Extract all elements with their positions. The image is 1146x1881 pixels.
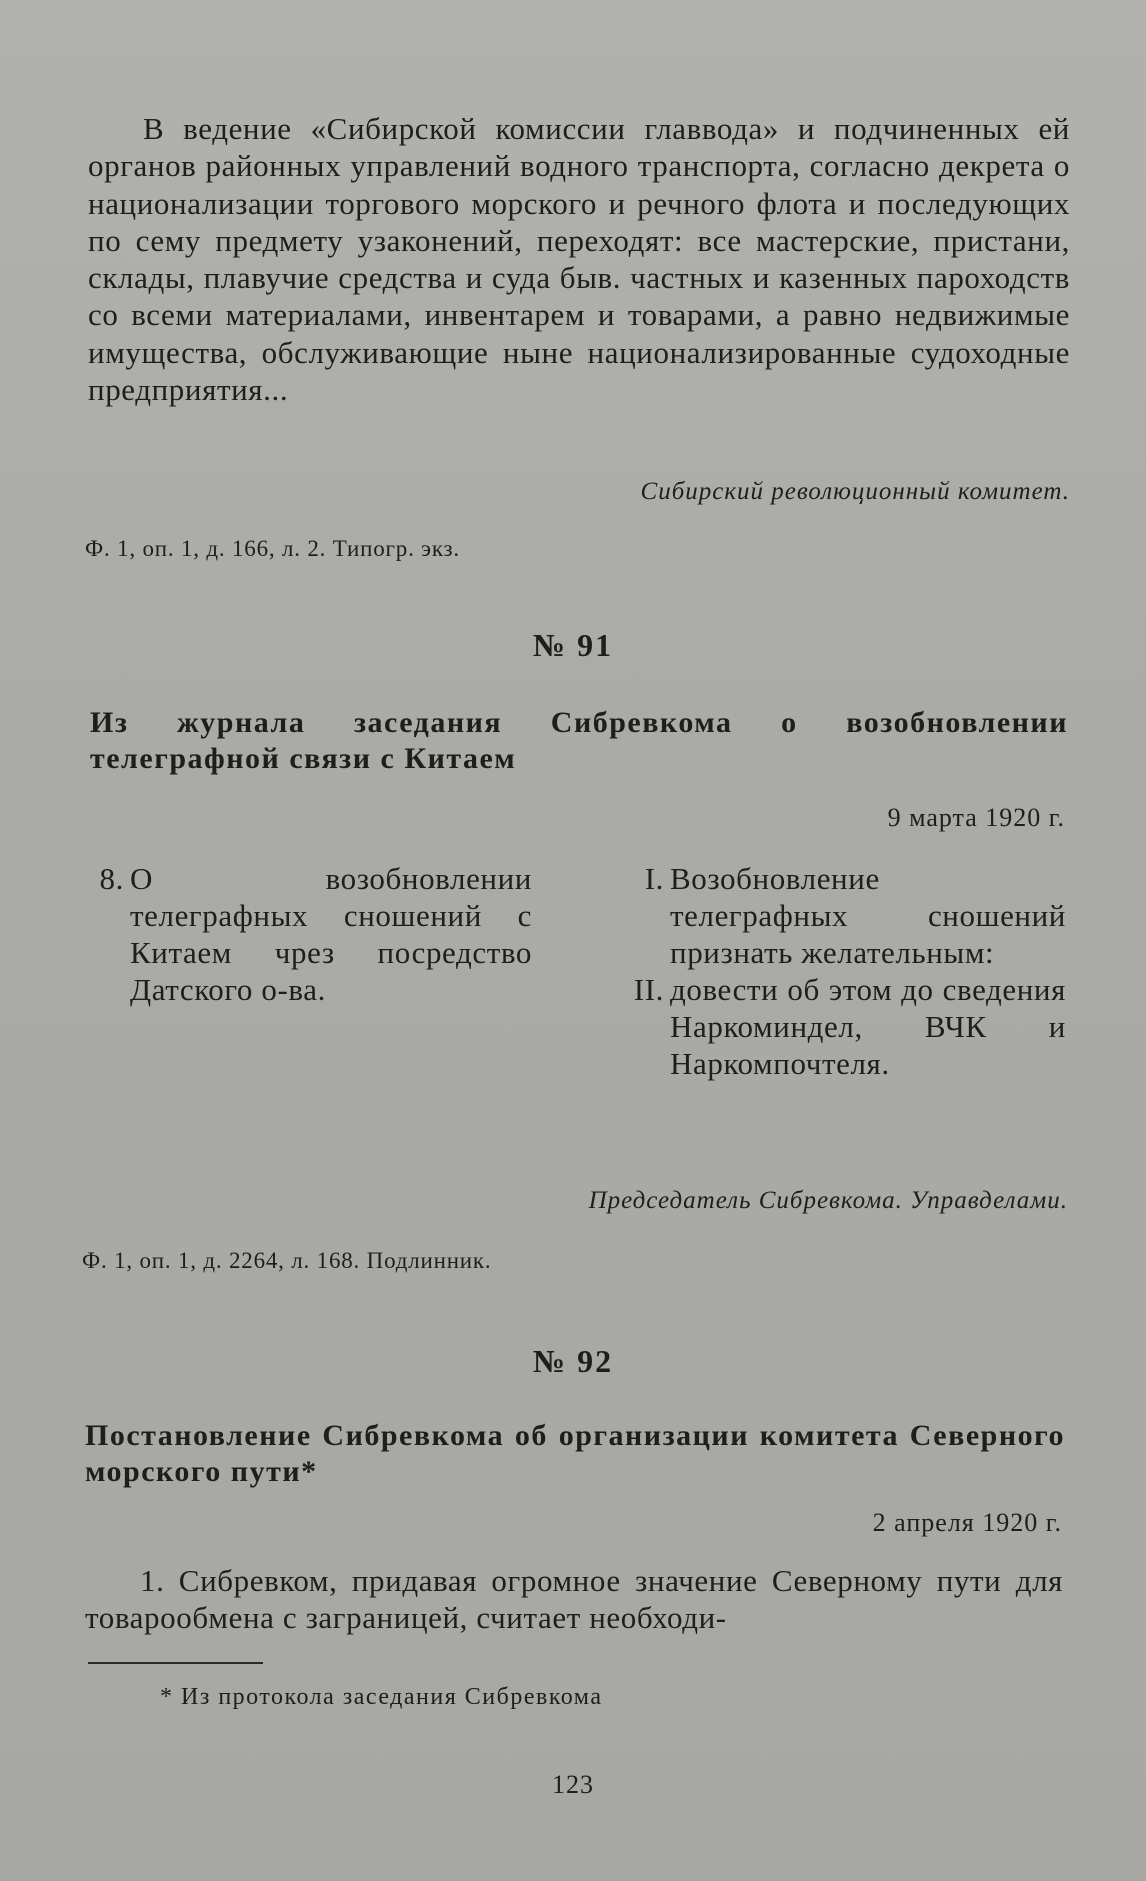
decision-item xyxy=(612,971,1066,1082)
decision-text: Возобновление телеграфных сношений признать желательным: xyxy=(670,861,1066,970)
doc92-date: 2 апреля 1920 г. xyxy=(872,1508,1062,1537)
footnote-rule xyxy=(88,1662,263,1664)
intro-signature: Сибирский революционный комитет. xyxy=(640,478,1070,505)
doc91-source-ref: Ф. 1, оп. 1, д. 2264, л. 168. Подлинник. xyxy=(82,1248,492,1273)
doc91-number: № 91 xyxy=(532,627,614,663)
footnote: * Из протокола заседания Сибревкома xyxy=(160,1684,603,1710)
doc91-date: 9 марта 1920 г. xyxy=(887,803,1065,832)
intro-paragraph: В ведение «Сибирской комиссии главвода» и подчиненных ей органов районных управлений водного транспорта, согласно декрета о национализации торгового морского и речного флота и последующих по сему предмету узаконений, переходят: все мастерские, пристани, склады, плавучие средства и суда быв. частных и казенных пароходств со всеми материалами, инвентарем и товарами, а равно недвижимые имущества, обслуживающие ныне национализированные судоходные предприятия... xyxy=(88,111,1070,408)
doc92-number: № 92 xyxy=(532,1343,614,1379)
agenda-item-marker: 8. xyxy=(99,861,124,896)
agenda-item-text: О возобновлении телеграфных сношений с Китаем чрез посредство Датского о-ва. xyxy=(130,861,532,1007)
decision-marker: II. xyxy=(633,972,664,1007)
doc91-signature: Председатель Сибревкома. Управделами. xyxy=(588,1187,1068,1214)
doc91-decisions xyxy=(612,860,1066,1082)
page-number: 123 xyxy=(552,1770,594,1799)
decision-text: довести об этом до сведения Наркоминдел, ВЧК и Наркомпочтеля. xyxy=(670,972,1066,1081)
intro-paragraph-block xyxy=(88,110,1070,408)
doc92-paragraph-block xyxy=(85,1562,1063,1637)
decision-item xyxy=(612,860,1066,971)
doc92-paragraph: 1. Сибревком, придавая огромное значение Северному пути для товарообмена с заграницей, считает необходи- xyxy=(85,1563,1063,1636)
doc91-agenda-item xyxy=(72,860,532,1008)
decision-marker: I. xyxy=(644,861,664,896)
doc91-title: Из журнала заседания Сибревкома о возобновлении телеграфной связи с Китаем xyxy=(90,706,1068,775)
doc92-title: Постановление Сибревкома об организации комитета Северного морского пути* xyxy=(85,1419,1065,1488)
intro-source-ref: Ф. 1, оп. 1, д. 166, л. 2. Типогр. экз. xyxy=(85,536,460,561)
